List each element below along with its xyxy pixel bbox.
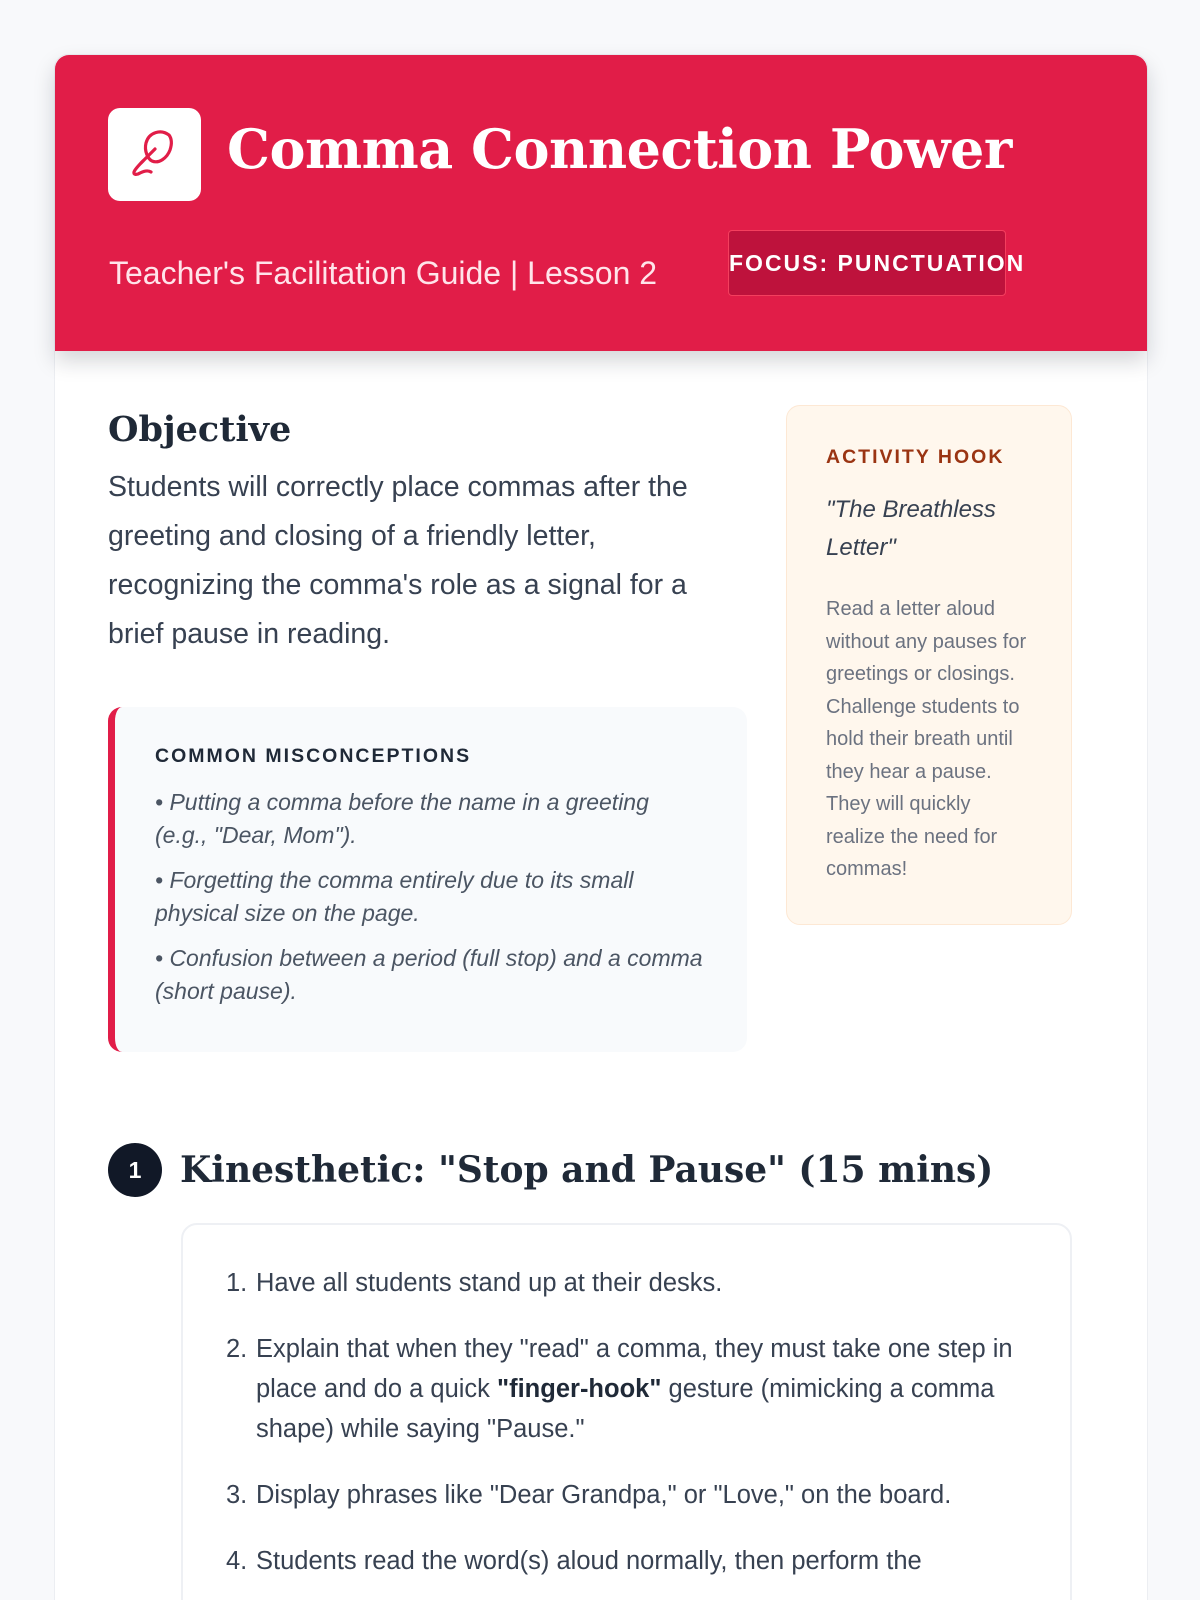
- misconceptions-panel: [108, 707, 747, 1052]
- activity-hook-panel: [786, 405, 1072, 925]
- objective-text: Students will correctly place commas after the greeting and closing of a friendly letter, recognizing the comma's role as a signal for a brief pause in reading.: [108, 471, 688, 650]
- step-number: 2.: [226, 1335, 248, 1363]
- step-emphasis: "finger-hook": [497, 1375, 662, 1403]
- step-text: gesture (mimicking a comma shape) while saying "Pause.": [256, 1375, 995, 1443]
- objective-heading: Objective: [108, 409, 292, 450]
- step-number: 3.: [226, 1481, 248, 1509]
- subtitle: Teacher's Facilitation Guide | Lesson 2: [109, 255, 658, 291]
- misconception-item: • Forgetting the comma entirely due to its small physical size on the page.: [155, 867, 634, 926]
- step-item: [226, 1329, 1026, 1449]
- step-item: [226, 1541, 1026, 1581]
- step-item: [226, 1263, 1026, 1303]
- activity-hook-label: ACTIVITY HOOK: [826, 446, 1005, 468]
- step-text: Have all students stand up at their desks.: [256, 1269, 723, 1297]
- step-number: 1.: [226, 1269, 248, 1297]
- steps-panel: [181, 1223, 1072, 1600]
- step-item: [226, 1475, 1026, 1515]
- activity-hook-title: "The Breathless Letter": [826, 496, 996, 561]
- feather-pen-icon: [108, 108, 201, 201]
- step-text: Students read the word(s) aloud normally, then perform the: [256, 1547, 922, 1575]
- page-title: Comma Connection Power: [227, 117, 1012, 181]
- section-number-badge: 1: [108, 1143, 162, 1197]
- step-text: Explain that when they "read" a comma, they must take one step in place and do a quick: [256, 1335, 1013, 1403]
- misconception-item: • Putting a comma before the name in a greeting (e.g., "Dear, Mom").: [155, 789, 649, 848]
- step-number: 4.: [226, 1547, 248, 1575]
- guide-card: [54, 54, 1148, 1600]
- misconception-item: • Confusion between a period (full stop) and a comma (short pause).: [155, 945, 703, 1004]
- activity-hook-text: Read a letter aloud without any pauses for greetings or closings. Challenge students to hold their breath until they hear a pause. They will quickly realize the need for commas!: [826, 598, 1027, 880]
- misconceptions-title: COMMON MISCONCEPTIONS: [155, 745, 472, 767]
- section-title: Kinesthetic: "Stop and Pause" (15 mins): [180, 1149, 994, 1191]
- step-text: Display phrases like "Dear Grandpa," or "Love," on the board.: [256, 1481, 952, 1509]
- steps-list: [226, 1263, 1026, 1600]
- focus-badge: FOCUS: PUNCTUATION: [728, 230, 1006, 296]
- header-banner: [55, 55, 1147, 351]
